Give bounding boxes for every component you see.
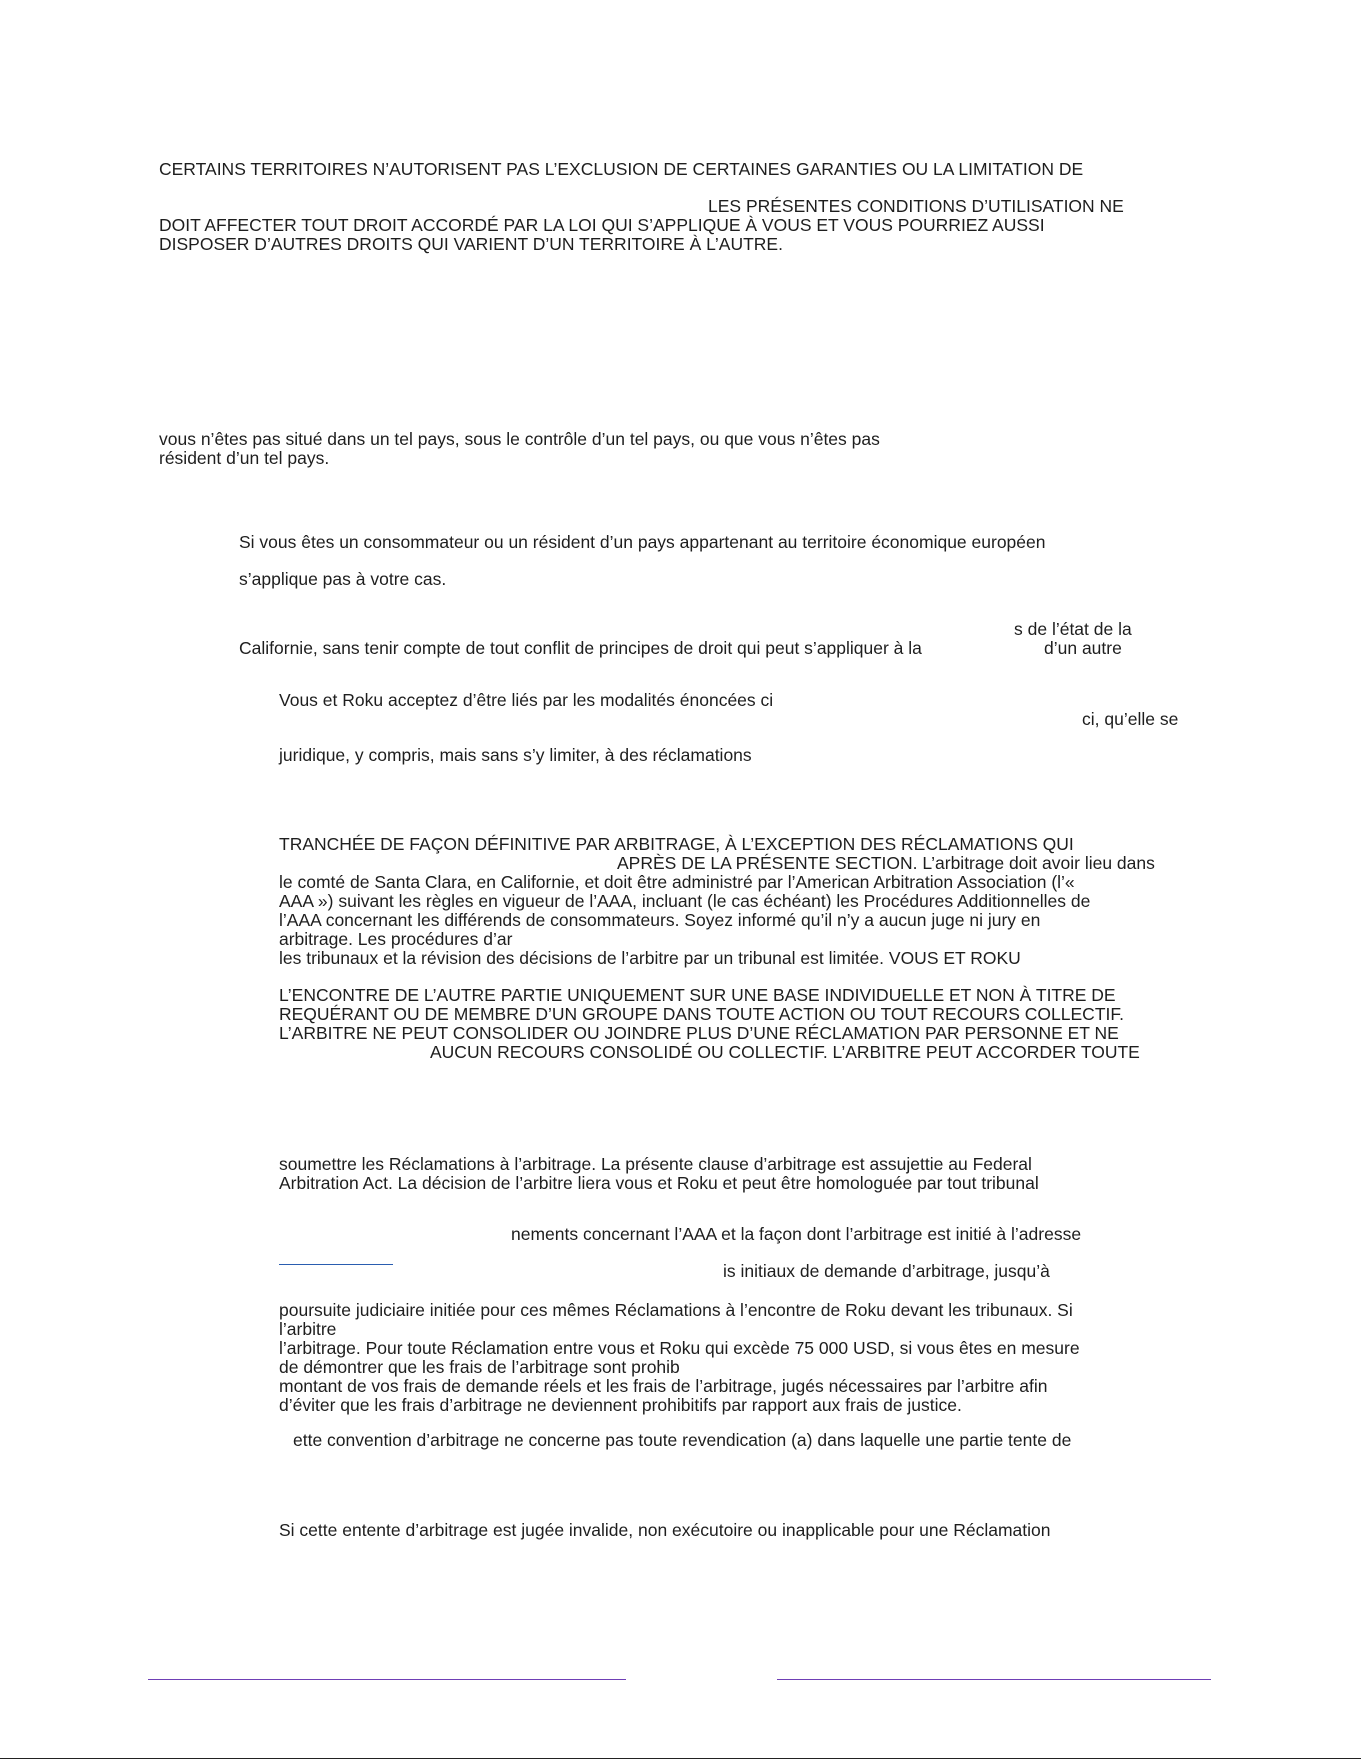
- text-line: Si vous êtes un consommateur ou un résident d’un pays appartenant au territoire économique européen: [239, 532, 1046, 552]
- text-line: d’éviter que les frais d’arbitrage ne deviennent prohibitifs par rapport aux frais de justice.: [279, 1395, 962, 1415]
- text-line: TRANCHÉE DE FAÇON DÉFINITIVE PAR ARBITRAGE, À L’EXCEPTION DES RÉCLAMATIONS QUI: [279, 834, 1074, 854]
- text-line: nements concernant l’AAA et la façon dont l’arbitrage est initié à l’adresse: [511, 1224, 1082, 1244]
- text-line: l’arbitrage. Pour toute Réclamation entre vous et Roku qui excède 75 000 USD, si vous êtes en mesure: [279, 1338, 1080, 1358]
- text-line: DOIT AFFECTER TOUT DROIT ACCORDÉ PAR LA LOI QUI S’APPLIQUE À VOUS ET VOUS POURRIEZ AUSSI: [159, 215, 1045, 235]
- text-line: Vous et Roku acceptez d’être liés par les modalités énoncées ci: [279, 690, 774, 710]
- text-line: montant de vos frais de demande réels et les frais de l’arbitrage, jugés nécessaires par l’arbitre afin: [279, 1376, 1048, 1396]
- footer-rule-left: [148, 1679, 626, 1680]
- text-line: Arbitration Act. La décision de l’arbitre liera vous et Roku et peut être homologuée par tout tribunal: [279, 1173, 1039, 1193]
- text-line: vous n’êtes pas situé dans un tel pays, sous le contrôle d’un tel pays, ou que vous n’êtes pas: [159, 429, 880, 449]
- text-line: is initiaux de demande d’arbitrage, jusqu’à: [723, 1261, 1050, 1281]
- hyperlink-underline: [279, 1264, 393, 1265]
- text-line: LES PRÉSENTES CONDITIONS D’UTILISATION NE: [708, 196, 1124, 216]
- footer-rule-right: [777, 1679, 1211, 1680]
- text-line: AAA ») suivant les règles en vigueur de l’AAA, incluant (le cas échéant) les Procédures Additionnelles de: [279, 891, 1091, 911]
- text-line: L’ENCONTRE DE L’AUTRE PARTIE UNIQUEMENT SUR UNE BASE INDIVIDUELLE ET NON À TITRE DE: [279, 985, 1116, 1005]
- text-line: APRÈS DE LA PRÉSENTE SECTION. L’arbitrage doit avoir lieu dans: [617, 853, 1155, 873]
- text-line: ci, qu’elle se: [1082, 709, 1179, 729]
- text-line: Si cette entente d’arbitrage est jugée invalide, non exécutoire ou inapplicable pour une Réclamation: [279, 1520, 1051, 1540]
- text-line: de démontrer que les frais de l’arbitrage sont prohib: [279, 1357, 680, 1377]
- text-line: arbitrage. Les procédures d’ar: [279, 929, 513, 949]
- text-line: s de l’état de la: [1014, 619, 1132, 639]
- text-line: DISPOSER D’AUTRES DROITS QUI VARIENT D’UN TERRITOIRE À L’AUTRE.: [159, 234, 783, 254]
- text-line: s’applique pas à votre cas.: [239, 569, 447, 589]
- text-line: d’un autre: [1044, 638, 1122, 658]
- text-line: juridique, y compris, mais sans s’y limiter, à des réclamations: [279, 745, 752, 765]
- text-line: Californie, sans tenir compte de tout conflit de principes de droit qui peut s’appliquer à la: [239, 638, 922, 658]
- page-bottom-edge: [0, 1758, 1361, 1759]
- text-line: REQUÉRANT OU DE MEMBRE D’UN GROUPE DANS TOUTE ACTION OU TOUT RECOURS COLLECTIF.: [279, 1004, 1124, 1024]
- text-line: AUCUN RECOURS CONSOLIDÉ OU COLLECTIF. L’ARBITRE PEUT ACCORDER TOUTE: [430, 1042, 1140, 1062]
- text-line: soumettre les Réclamations à l’arbitrage. La présente clause d’arbitrage est assujettie au Federal: [279, 1154, 1032, 1174]
- text-line: l’arbitre: [279, 1319, 337, 1339]
- text-line: l’AAA concernant les différends de consommateurs. Soyez informé qu’il n’y a aucun juge ni jury en: [279, 910, 1041, 930]
- text-line: ette convention d’arbitrage ne concerne pas toute revendication (a) dans laquelle une partie tente de: [293, 1430, 1072, 1450]
- text-line: CERTAINS TERRITOIRES N’AUTORISENT PAS L’EXCLUSION DE CERTAINES GARANTIES OU LA LIMITATION DE: [159, 159, 1084, 179]
- text-line: L’ARBITRE NE PEUT CONSOLIDER OU JOINDRE PLUS D’UNE RÉCLAMATION PAR PERSONNE ET NE: [279, 1023, 1119, 1043]
- text-line: le comté de Santa Clara, en Californie, et doit être administré par l’American Arbitration Association (l’«: [279, 872, 1075, 892]
- text-line: résident d’un tel pays.: [159, 448, 330, 468]
- text-line: poursuite judiciaire initiée pour ces mêmes Réclamations à l’encontre de Roku devant les tribunaux. Si: [279, 1300, 1073, 1320]
- text-line: les tribunaux et la révision des décisions de l’arbitre par un tribunal est limitée. VOUS ET ROKU: [279, 948, 1021, 968]
